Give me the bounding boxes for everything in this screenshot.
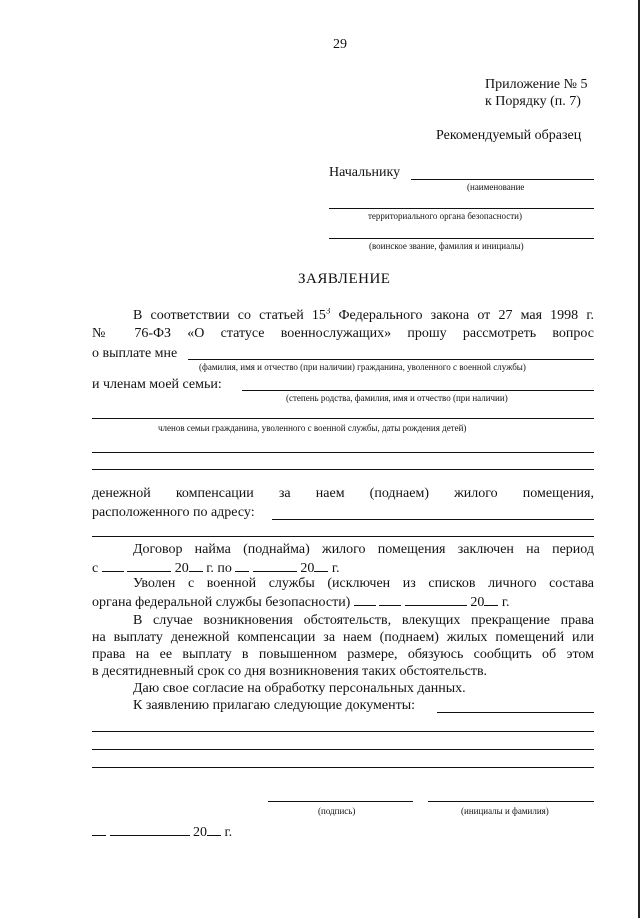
caption-family: (степень родства, фамилия, имя и отчество (при наличии) xyxy=(286,393,508,403)
signature-line xyxy=(268,801,413,802)
address-line xyxy=(272,519,594,520)
date-line: 20 г. xyxy=(92,823,232,841)
initials-line xyxy=(428,801,594,802)
contract-line1: Договор найма (поднайма) жилого помещения заключен на период xyxy=(133,542,594,557)
attach-blank-1 xyxy=(92,731,594,732)
attach-line xyxy=(437,712,594,713)
case-line4: в десятидневный срок со дня возникновения таких обстоятельств. xyxy=(92,664,488,679)
caption-signature: (подпись) xyxy=(318,806,356,816)
sample-label: Рекомендуемый образец xyxy=(436,128,582,143)
blank-line-1 xyxy=(92,452,594,453)
appendix-line2: к Порядку (п. 7) xyxy=(485,94,581,109)
document-title: ЗАЯВЛЕНИЕ xyxy=(298,271,391,287)
caption-name: (наименование xyxy=(467,182,525,192)
dismissed-line1: Уволен с военной службы (исключен из списков личного состава xyxy=(133,576,594,591)
dismissed-line2: органа федеральной службы безопасности) 20 г. xyxy=(92,595,510,610)
compensation-line1: денежной компенсации за наем (поднаем) жилого помещения, xyxy=(92,486,594,501)
case-line3: права на ее выплату в повышенном размере, обязуюсь сообщить об этом xyxy=(92,647,594,662)
addressee-label: Начальнику xyxy=(329,165,401,180)
appendix-line1: Приложение № 5 xyxy=(485,77,588,92)
para1-line2: № 76-ФЗ «О статусе военнослужащих» прошу рассмотреть вопрос xyxy=(92,326,594,341)
contract-line2: с 20 г. по 20 г. xyxy=(92,561,340,576)
family-label: и членам моей семьи: xyxy=(92,377,222,392)
addressee-rank-line xyxy=(329,238,594,239)
attach-text: К заявлению прилагаю следующие документы: xyxy=(133,698,416,713)
para1-line3: о выплате мне xyxy=(92,346,178,361)
caption-fio: (фамилия, имя и отчество (при наличии) гражданина, уволенного с военной службы) xyxy=(199,362,526,372)
family-line xyxy=(242,390,594,391)
caption-rank: (воинское звание, фамилия и инициалы) xyxy=(369,241,524,251)
page-number: 29 xyxy=(333,37,347,52)
caption-members: членов семьи гражданина, уволенного с военной службы, даты рождения детей) xyxy=(158,423,467,433)
blank-line-2 xyxy=(92,469,594,470)
fio-line xyxy=(188,359,594,360)
members-line xyxy=(92,418,594,419)
caption-initials: (инициалы и фамилия) xyxy=(461,806,549,816)
attach-blank-3 xyxy=(92,767,594,768)
case-line1: В случае возникновения обстоятельств, влекущих прекращение права xyxy=(133,613,594,628)
address-line-2 xyxy=(92,536,594,537)
attach-blank-2 xyxy=(92,749,594,750)
case-line2: на выплату денежной компенсации за наем (поднаем) жилых помещений или xyxy=(92,630,594,645)
para1-line1: В соответствии со статьей $15^3$ Федерального закона от 27 мая 1998 г. xyxy=(133,308,594,323)
consent-text: Даю свое согласие на обработку персональных данных. xyxy=(133,681,466,696)
addressee-name-line xyxy=(411,179,594,180)
caption-org: территориального органа безопасности) xyxy=(368,211,522,221)
compensation-line2: расположенного по адресу: xyxy=(92,505,255,520)
addressee-org-line xyxy=(329,208,594,209)
